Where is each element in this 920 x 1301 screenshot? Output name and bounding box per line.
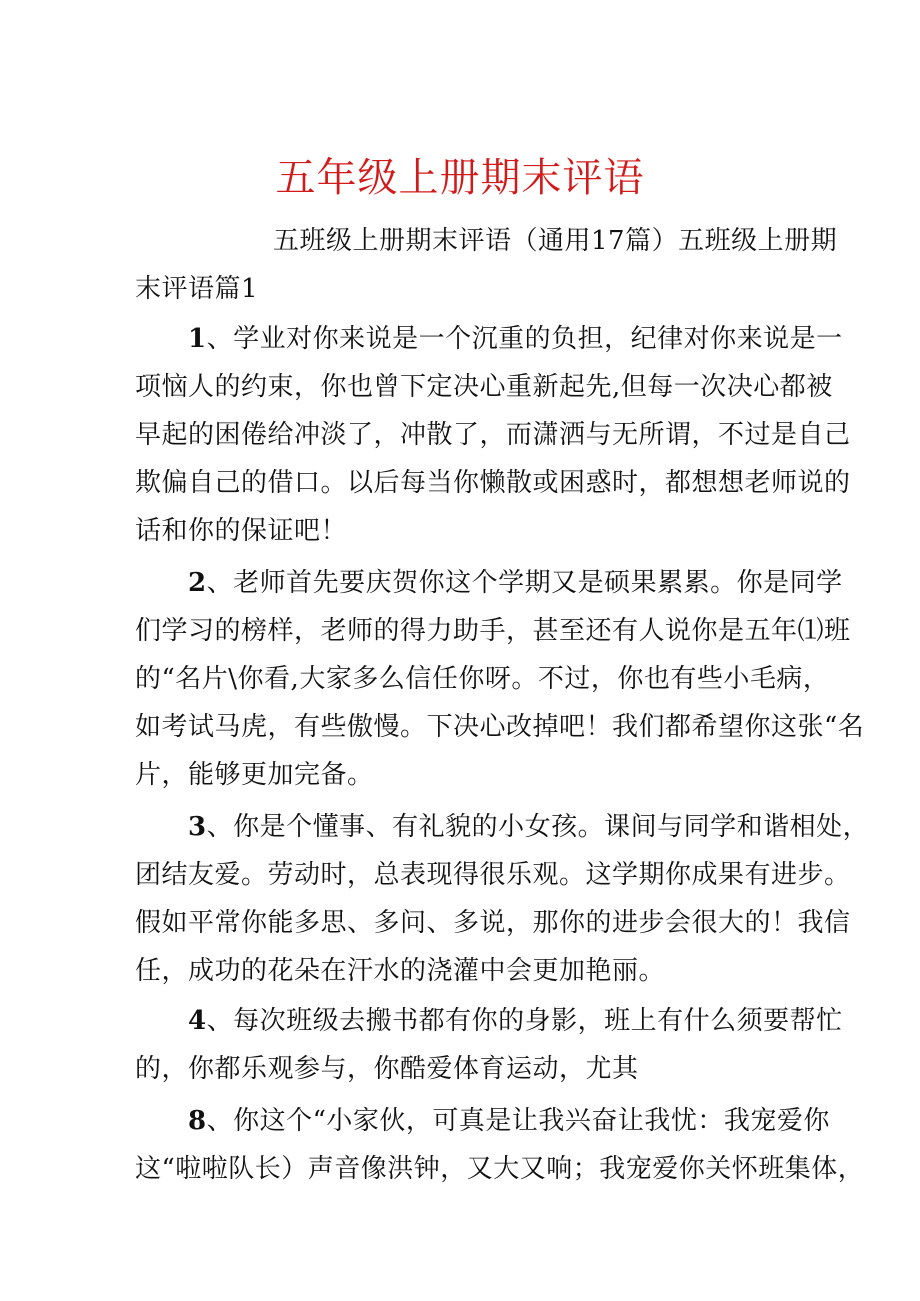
paragraph-number: 4 — [188, 1006, 207, 1036]
paragraph-1-line: 早起的困倦给冲淡了，冲散了，而潇洒与无所谓，不过是自己 — [135, 420, 851, 450]
paragraph-text: 、学业对你来说是一个沉重的负担，纪律对你来说是一 — [206, 324, 843, 354]
paragraph-3-line: 团结友爱。劳动时，总表现得很乐观。这学期你成果有进步。 — [135, 860, 851, 890]
paragraph-text: 、你这个“小家伙，可真是让我兴奋让我忧：我宠爱你 — [206, 1106, 830, 1136]
paragraph-2-line: 们学习的榜样，老师的得力助手，甚至还有人说你是五年⑴班 — [135, 616, 851, 646]
paragraph-2-line: 的“名片\你看,大家多么信任你呀。不过，你也有些小毛病， — [135, 664, 830, 694]
paragraph-text: 、每次班级去搬书都有你的身影，班上有什么须要帮忙 — [206, 1006, 843, 1036]
paragraph-4-line — [188, 1003, 843, 1039]
paragraph-1-line: 项恼人的约束，你也曾下定决心重新起先,但每一次决心都被 — [135, 372, 833, 402]
intro-line: 末评语篇1 — [135, 274, 259, 304]
paragraph-8-line — [188, 1103, 830, 1139]
paragraph-text: 、老师首先要庆贺你这个学期又是硕果累累。你是同学 — [206, 568, 843, 598]
paragraph-number: 1 — [188, 324, 207, 354]
paragraph-1-line: 欺偏自己的借口。以后每当你懒散或困惑时，都想想老师说的 — [135, 468, 851, 498]
paragraph-3-line: 假如平常你能多思、多问、多说，那你的进步会很大的！我信 — [135, 908, 851, 938]
paragraph-1-line: 话和你的保证吧！ — [135, 516, 348, 546]
paragraph-3-line — [188, 809, 869, 845]
paragraph-number: 8 — [188, 1106, 207, 1136]
paragraph-2-line: 片，能够更加完备。 — [135, 760, 374, 790]
intro-line: 五班级上册期末评语（通用17篇）五班级上册期 — [273, 226, 838, 256]
paragraph-8-line: 这“啦啦队长）声音像洪钟，又大又响；我宠爱你关怀班集体， — [135, 1154, 865, 1184]
paragraph-number: 3 — [188, 812, 207, 842]
paragraph-2-line — [188, 565, 843, 601]
paragraph-3-line: 任，成功的花朵在汗水的浇灌中会更加艳丽。 — [135, 956, 666, 986]
paragraph-text: 、你是个懂事、有礼貌的小女孩。课间与同学和谐相处， — [206, 812, 870, 842]
paragraph-1-line — [188, 321, 843, 357]
paragraph-2-line: 如考试马虎，有些傲慢。下决心改掉吧！我们都希望你这张“名 — [135, 712, 865, 742]
document-title: 五年级上册期末评语 — [275, 155, 645, 201]
paragraph-4-line: 的，你都乐观参与，你酷爱体育运动，尤其 — [135, 1054, 639, 1084]
paragraph-number: 2 — [188, 568, 207, 598]
